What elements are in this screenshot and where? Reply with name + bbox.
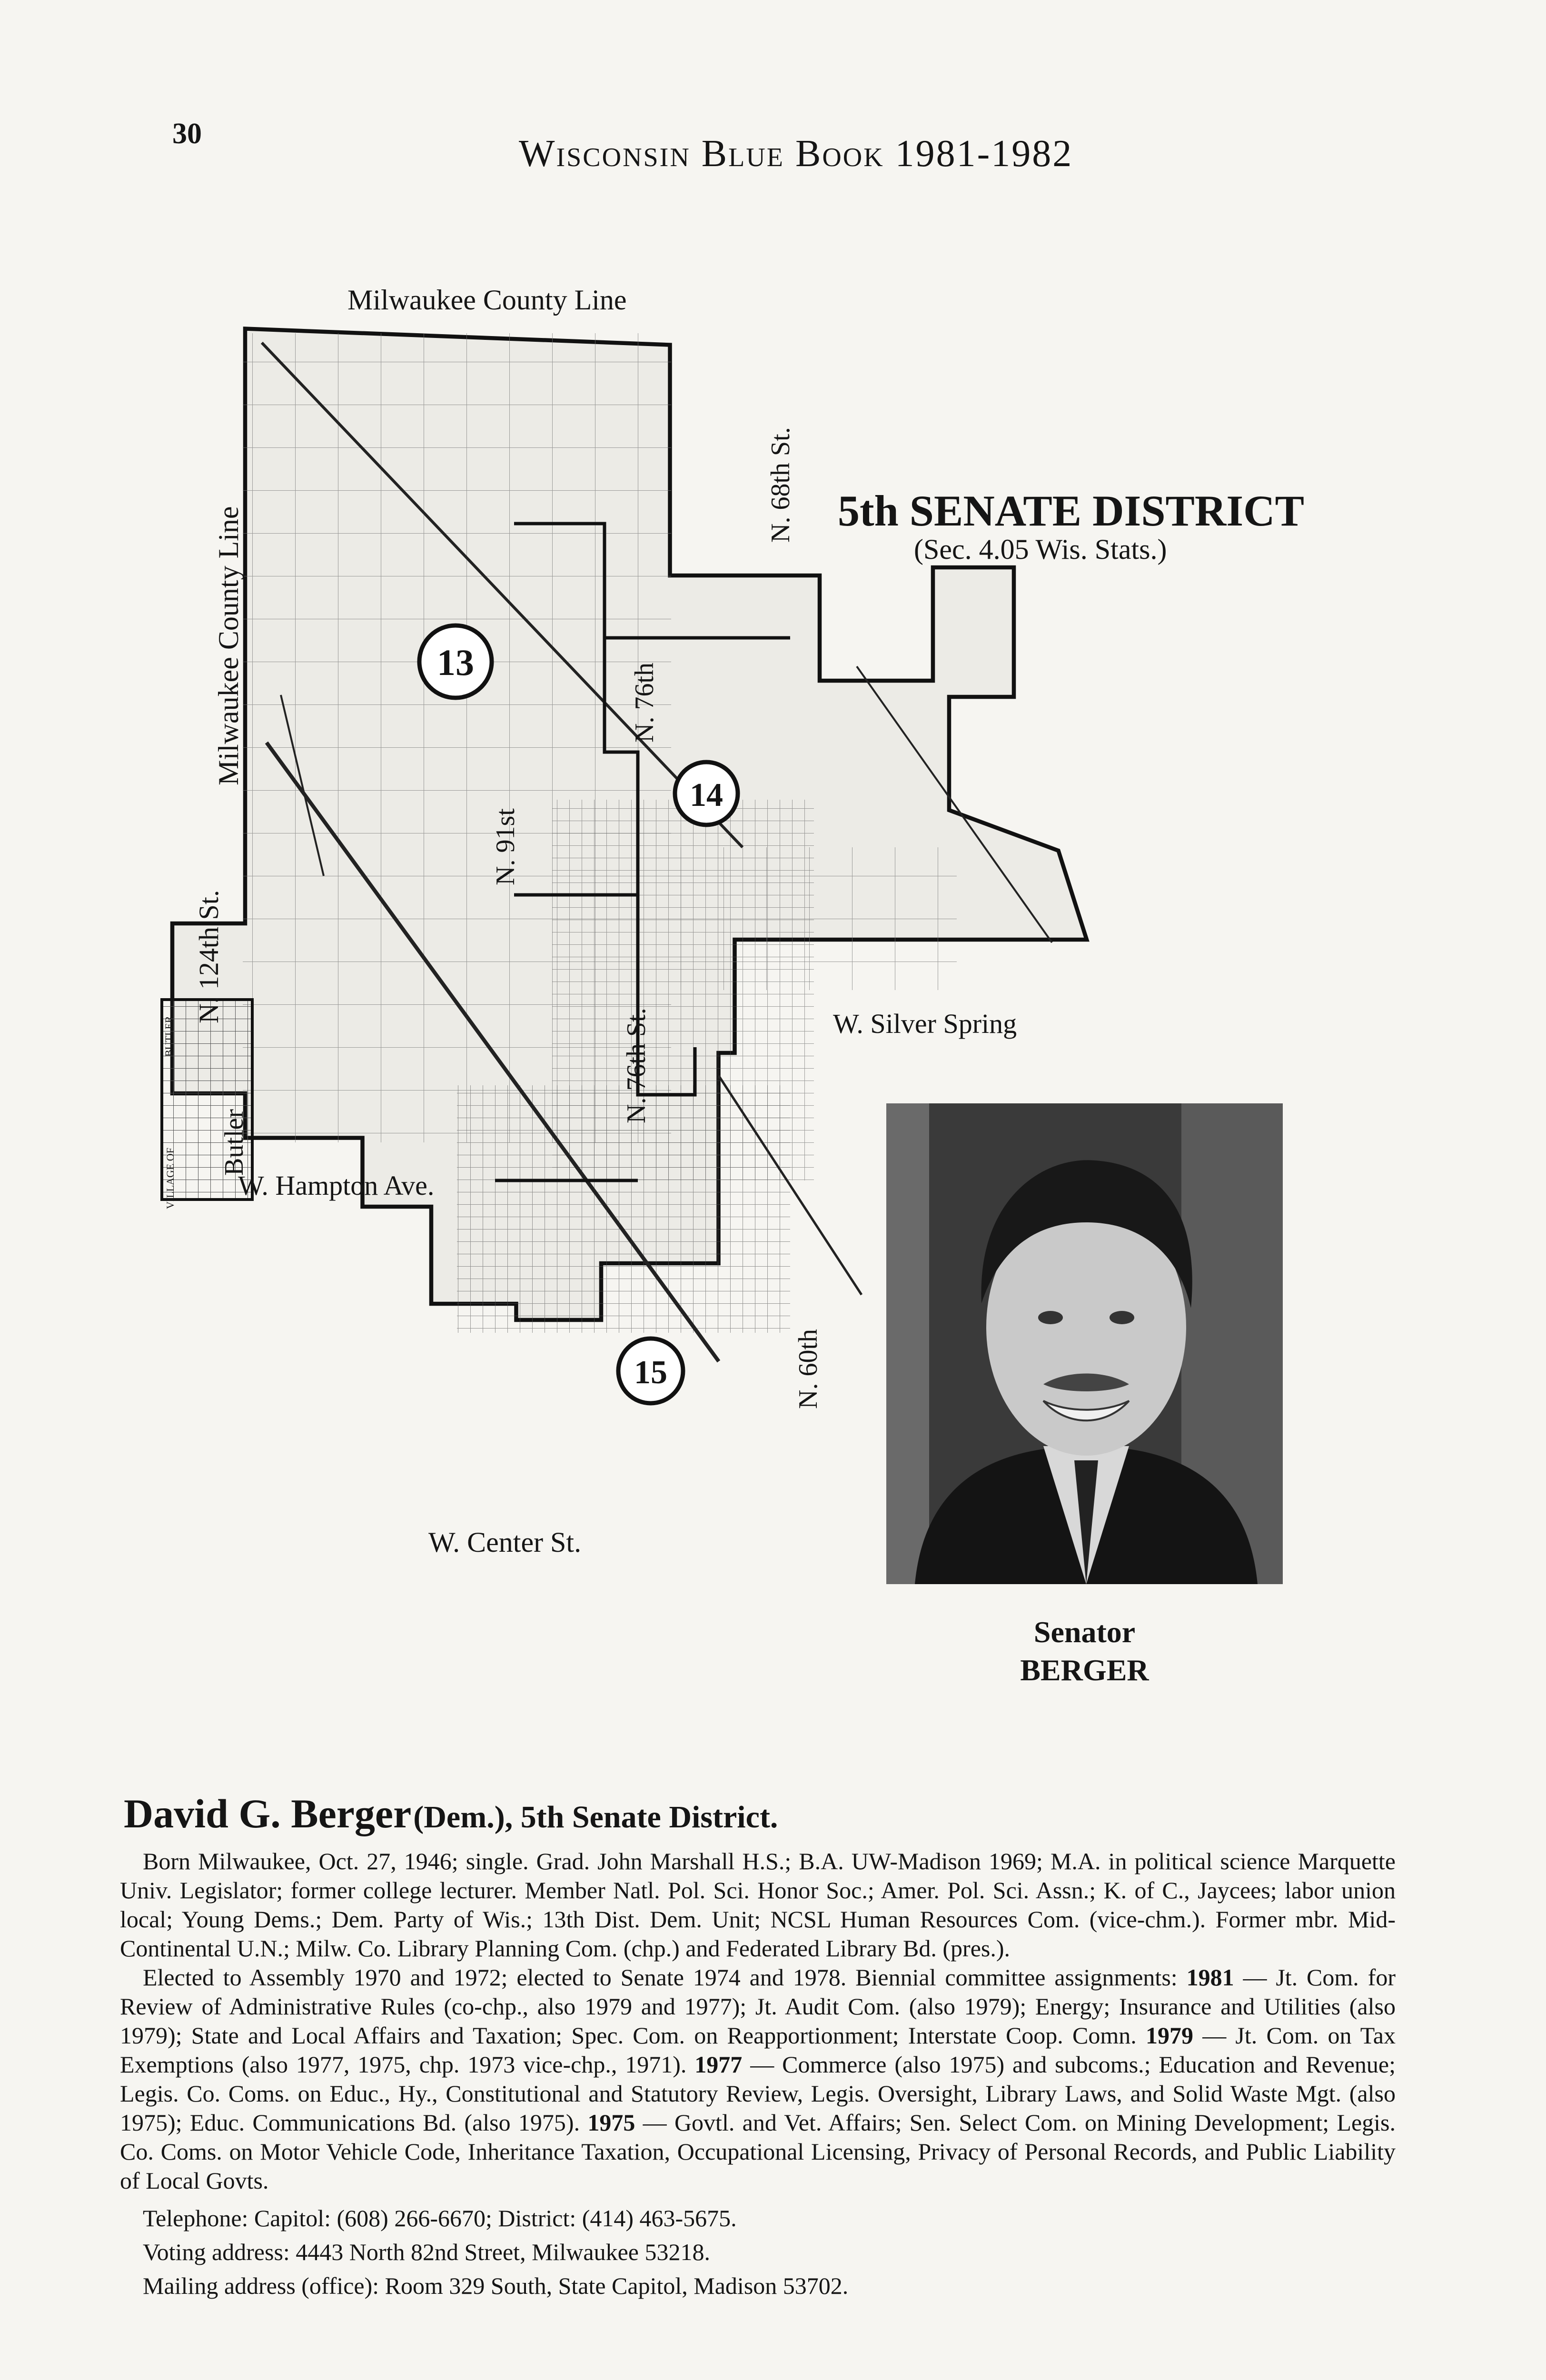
contact-telephone: Telephone: Capitol: (608) 266-6670; District: (414) 463-5675. — [143, 2205, 737, 2231]
label-village-of: VILLAGE OF — [164, 1148, 176, 1209]
label-county-line-top: Milwaukee County Line — [347, 284, 627, 316]
label-n-76th-upper: N. 76th — [630, 663, 659, 743]
label-county-line-left: Milwaukee County Line — [213, 506, 244, 785]
photo-caption-name: BERGER — [1020, 1653, 1149, 1687]
district-statute-reference: (Sec. 4.05 Wis. Stats.) — [914, 534, 1167, 565]
senator-district: , 5th Senate District. — [505, 1800, 778, 1835]
senator-party: (Dem.) — [413, 1800, 505, 1835]
assembly-district-14-marker — [675, 762, 738, 825]
bio-heading — [124, 1790, 778, 1837]
label-w-silver-spring: W. Silver Spring — [833, 1008, 1017, 1039]
contact-mailing-address: Mailing address (office): Room 329 South, State Capitol, Madison 53702. — [143, 2272, 849, 2299]
label-butler-small: BUTLER — [163, 1016, 175, 1057]
label-n-60th: N. 60th — [793, 1329, 823, 1409]
contact-voting-address: Voting address: 4443 North 82nd Street, Milwaukee 53218. — [143, 2239, 710, 2265]
svg-text:14: 14 — [690, 777, 723, 813]
assembly-district-15-marker — [618, 1339, 683, 1403]
label-n-124th: N. 124th St. — [193, 890, 224, 1023]
svg-text:13: 13 — [437, 642, 474, 683]
label-butler: Butler — [219, 1109, 249, 1176]
bio-paragraph-background: Born Milwaukee, Oct. 27, 1946; single. Grad. John Marshall H.S.; B.A. UW-Madison 1969; M.A. in political science Marquette Univ. Legislator; former college lecturer. Member Natl. Pol. Sci. Honor Soc.; Amer. Pol. Sci. Assn.; K. of C., Jaycees; labor union local; Young Dems.; Dem. Party of Wis.; 13th Dist. Dem. Unit; NCSL Human Resources Com. (vice-chm.). Former mbr. Mid-Continental U.N.; Milw. Co. Library Planning Com. (chp.) and Federated Library Bd. (pres.). — [120, 1848, 1396, 1962]
page-number: 30 — [172, 118, 202, 150]
running-header: Wisconsin Blue Book 1981-1982 — [519, 133, 1073, 175]
label-n-76th-lower: N. 76th St. — [622, 1008, 651, 1123]
photo-caption-title: Senator — [1033, 1615, 1136, 1649]
assembly-district-13-marker — [419, 625, 492, 698]
label-w-center: W. Center St. — [428, 1527, 582, 1558]
svg-text:15: 15 — [634, 1354, 667, 1391]
label-n-68th: N. 68th St. — [766, 427, 795, 543]
label-w-hampton: W. Hampton Ave. — [238, 1170, 435, 1201]
district-title: 5th SENATE DISTRICT — [838, 486, 1304, 535]
senator-portrait — [886, 1103, 1283, 1584]
senator-name: David G. Berger — [124, 1791, 412, 1836]
label-n-91st: N. 91st — [491, 808, 520, 885]
bio-body — [120, 1847, 1396, 2301]
bio-paragraph-legislative-service: Elected to Assembly 1970 and 1972; elected to Senate 1974 and 1978. Biennial committee assignments: 1981 — Jt. Com. for Review of Administrative Rules (co-chp., also 1979 and 1977); Jt. Audit Com. (also 1979); Energy; Insurance and Utilities (also 1979); State and Local Affairs and Taxation; Spec. Com. on Reapportionment; Interstate Coop. Comn. 1979 — Jt. Com. on Tax Exemptions (also 1977, 1975, chp. 1973 vice-chp., 1971). 1977 — Commerce (also 1975) and subcoms.; Education and Revenue; Legis. Co. Coms. on Educ., Hy., Constitutional and Statutory Review, Legis. Oversight, Library Laws, and Solid Waste Mgt. (also 1975); Educ. Communications Bd. (also 1975). 1975 — Govtl. and Vet. Affairs; Sen. Select Com. on Mining Development; Legis. Co. Coms. on Motor Vehicle Code, Inheritance Taxation, Occupational Licensing, Privacy of Personal Records, and Public Liability of Local Govts. — [120, 1964, 1396, 2194]
